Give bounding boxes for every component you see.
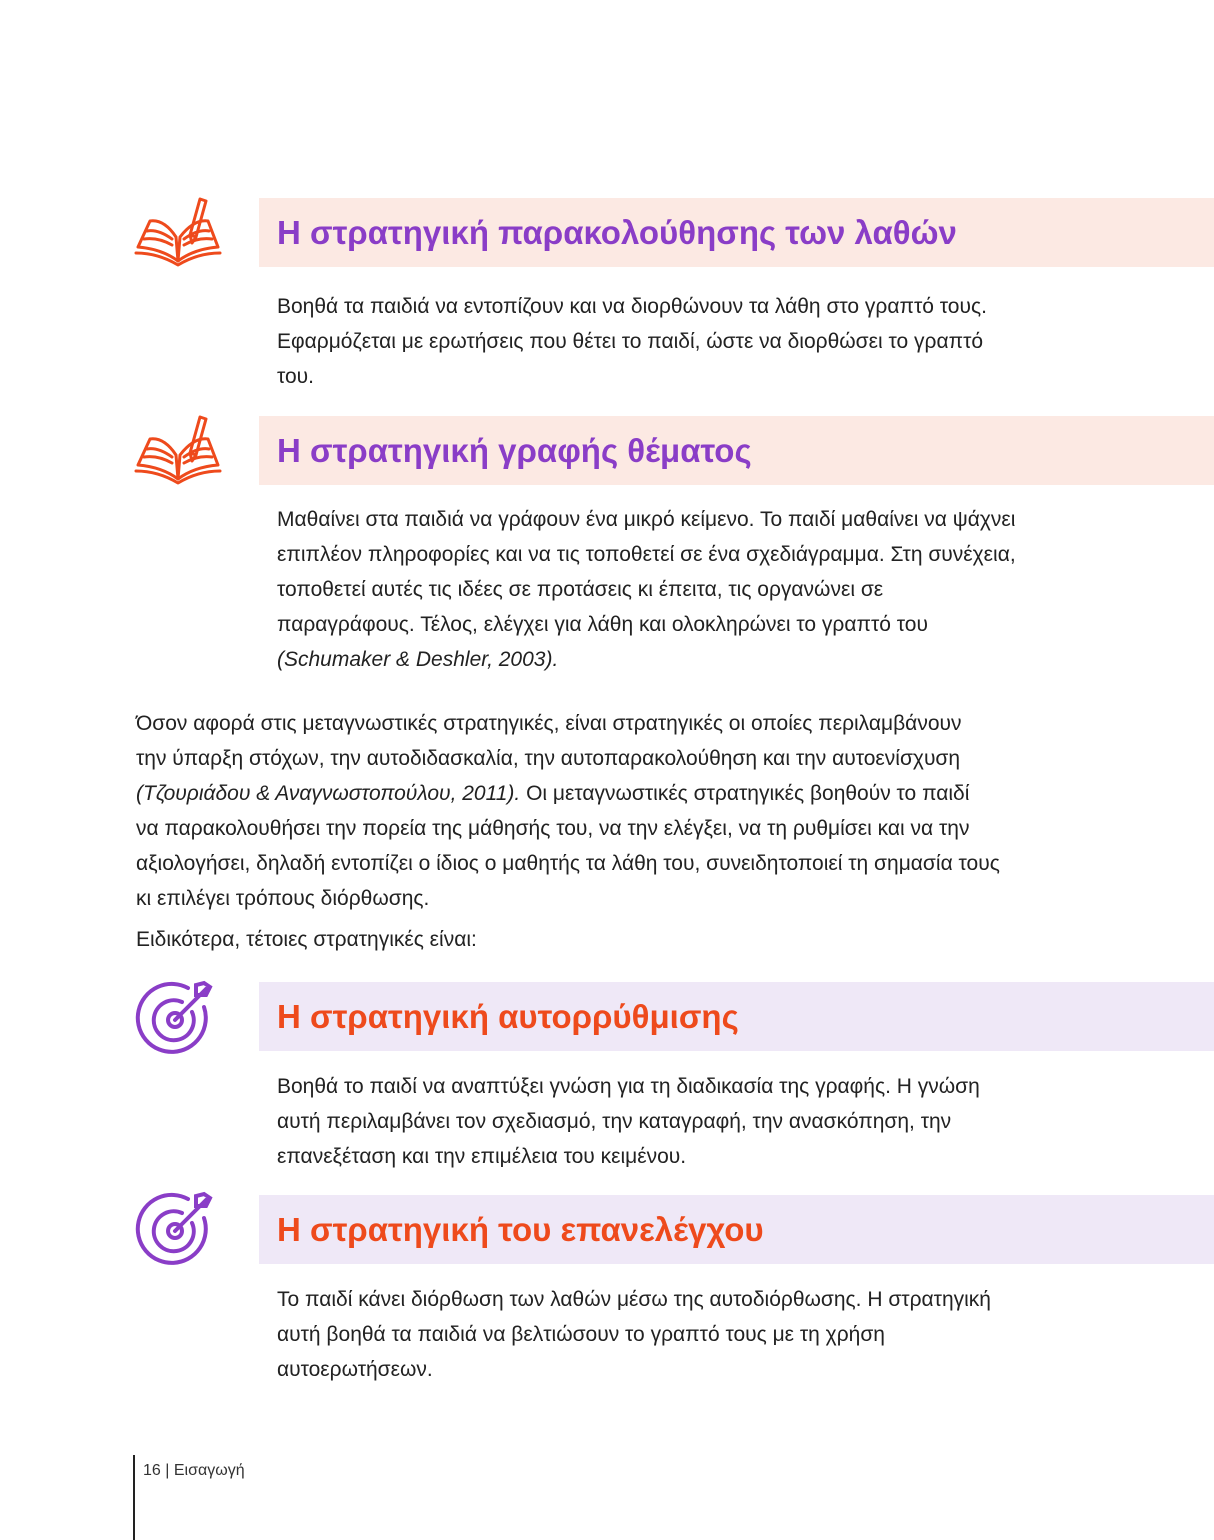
main-line: αξιολογήσει, δηλαδή εντοπίζει ο ίδιος ο μαθητής τα λάθη του, συνειδητοποιεί τη σημασία τους [136,852,1000,875]
body-line: Βοηθά τα παιδιά να εντοπίζουν και να διορθώνουν τα λάθη στο γραπτό τους. [277,295,987,318]
section-body [277,1069,1097,1174]
page-number: 16 [143,1462,161,1479]
body-line: τοποθετεί αυτές τις ιδέες σε προτάσεις κι έπειτα, τις οργανώνει σε [277,578,884,601]
citation: (Τζουριάδου & Αναγνωστοπούλου, 2011). [136,782,521,805]
page-footer [143,1462,245,1480]
body-line: του. [277,365,314,388]
section-body [277,502,1097,677]
body-line: επιπλέον πληροφορίες και να τις τοποθετεί σε ένα σχεδιάγραμμα. Στη συνέχεια, [277,543,1016,566]
section-title [259,982,1214,1051]
body-line: Εφαρμόζεται με ερωτήσεις που θέτει το παιδί, ώστε να διορθώσει το γραπτό [277,330,984,353]
body-line: Το παιδί κάνει διόρθωση των λαθών μέσω της αυτοδιόρθωσης. Η στρατηγική [277,1288,991,1311]
target-arrow-icon [134,1190,216,1270]
section-title [259,198,1214,267]
main-paragraph [136,706,1096,916]
section-title-text: Η στρατηγική γραφής θέματος [277,431,752,469]
intro-line [136,922,1096,957]
body-line: αυτοερωτήσεων. [277,1358,433,1381]
section-title-text: Η στρατηγική του επανελέγχου [277,1210,764,1248]
section-title [259,1195,1214,1264]
section-title [259,416,1214,485]
body-line: αυτή βοηθά τα παιδιά να βελτιώσουν το γραπτό τους με τη χρήση [277,1323,885,1346]
main-line: να παρακολουθήσει την πορεία της μάθησής του, να την ελέγξει, να τη ρυθμίσει και να την [136,817,970,840]
main-line-rest: Οι μεταγνωστικές στρατηγικές βοηθούν το παιδί [520,782,970,805]
target-arrow-icon [134,979,216,1059]
body-line: επανεξέταση και την επιμέλεια του κειμένου. [277,1145,687,1168]
section-title-text: Η στρατηγική παρακολούθησης των λαθών [277,213,957,251]
section-body [277,1282,1097,1387]
book-pencil-icon [134,411,222,485]
footer-rule [133,1455,135,1540]
body-line: Βοηθά το παιδί να αναπτύξει γνώση για τη διαδικασία της γραφής. Η γνώση [277,1075,980,1098]
main-line: την ύπαρξη στόχων, την αυτοδιδασκαλία, την αυτοπαρακολούθηση και την αυτοενίσχυση [136,747,961,770]
body-line: Μαθαίνει στα παιδιά να γράφουν ένα μικρό κείμενο. Το παιδί μαθαίνει να ψάχνει [277,508,1016,531]
footer-separator: | [160,1462,174,1479]
body-line: παραγράφους. Τέλος, ελέγχει για λάθη και ολοκληρώνει το γραπτό του [277,613,928,636]
main-line: κι επιλέγει τρόπους διόρθωσης. [136,887,430,910]
footer-section: Εισαγωγή [173,1462,245,1479]
section-body [277,289,1097,394]
citation: (Schumaker & Deshler, 2003). [277,648,559,671]
book-pencil-icon [134,193,222,267]
section-title-text: Η στρατηγική αυτορρύθμισης [277,997,739,1035]
main-line: Ειδικότερα, τέτοιες στρατηγικές είναι: [136,928,477,951]
body-line: αυτή περιλαμβάνει τον σχεδιασμό, την καταγραφή, την ανασκόπηση, την [277,1110,952,1133]
main-line [136,776,1096,811]
main-line: Όσον αφορά στις μεταγνωστικές στρατηγικές, είναι στρατηγικές οι οποίες περιλαμβάνουν [136,712,962,735]
